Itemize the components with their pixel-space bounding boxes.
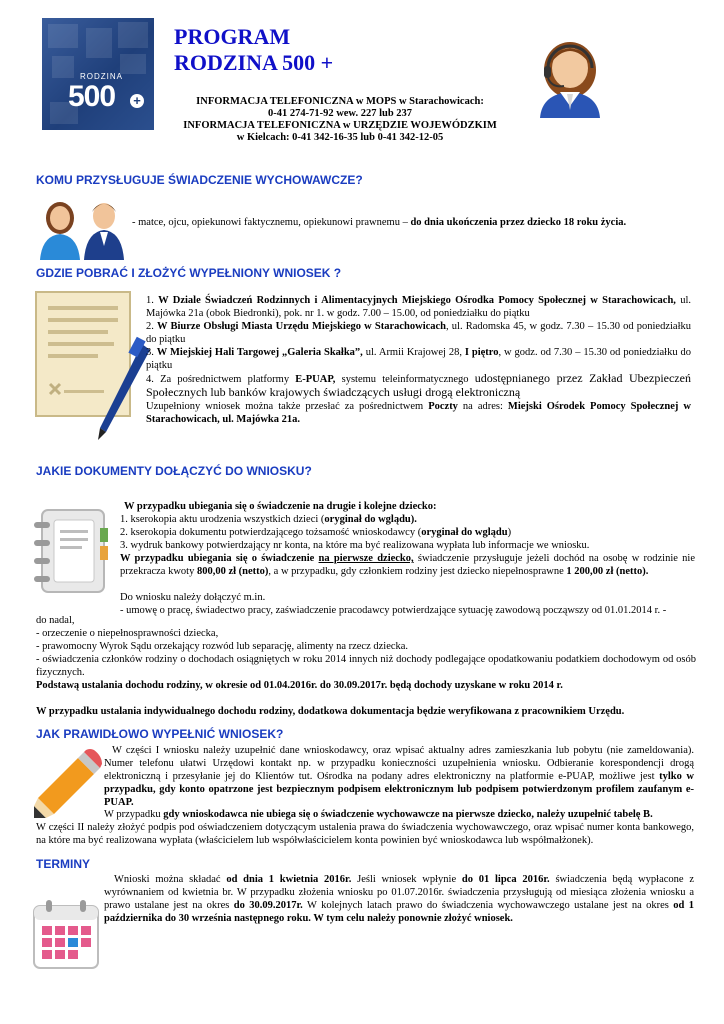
where-item-1-details: ul. Majówka 21a (obok Biedronki), pok. nr 1. w godz. 7.00 – 15.00, od poniedziałku do piątku bbox=[146, 295, 692, 319]
where-post-b: na adres: bbox=[457, 401, 508, 412]
first-child-a: W przypadku ubiegania się o świadczenie bbox=[120, 553, 319, 564]
how-p2-a: W przypadku bbox=[104, 809, 164, 820]
heading-who: KOMU PRZYSŁUGUJE ŚWIADCZENIE WYCHOWAWCZE? bbox=[36, 173, 363, 187]
logo-plus: + bbox=[130, 94, 144, 108]
first-child-c: świadczenie przysługuje jeżeli dochód na osobę w rodzinie nie przekracza kwoty bbox=[120, 553, 695, 577]
first-child-info bbox=[120, 552, 695, 578]
doc-item-2 bbox=[120, 526, 695, 539]
doc-item-2-b: ) bbox=[507, 527, 512, 538]
income-limit-2: 1 200,00 zł (netto). bbox=[566, 566, 649, 577]
call-center-agent-icon bbox=[530, 34, 610, 118]
calendar-icon bbox=[32, 898, 102, 970]
attach-item-1b: do nadal, bbox=[36, 615, 75, 626]
logo-text: RODZINA bbox=[80, 72, 123, 81]
where-item-4 bbox=[146, 372, 691, 400]
where-item-2 bbox=[146, 320, 691, 346]
doc-item-2-a: 2. kserokopia dokumentu potwierdzającego tożsamość wnioskodawcy ( bbox=[120, 527, 422, 538]
program-logo bbox=[42, 18, 154, 130]
attach-item-2: - orzeczenie o niepełnosprawności dziecka, bbox=[36, 628, 219, 639]
where-post-poczta: Poczty bbox=[428, 401, 458, 412]
heading-how-to-fill: JAK PRAWIDŁOWO WYPEŁNIĆ WNIOSEK? bbox=[36, 727, 284, 741]
deadline-a: Wnioski można składać bbox=[114, 874, 227, 885]
income-limit-1: 800,00 zł (netto) bbox=[196, 566, 269, 577]
logo-number: 500 bbox=[68, 80, 116, 113]
documents-block-2 bbox=[36, 614, 696, 718]
how-p1-top bbox=[104, 744, 694, 809]
first-child-d: , a w przypadku, gdy członkiem rodziny jest dziecko niepełnosprawne bbox=[268, 566, 567, 577]
how-p3: W części II należy złożyć podpis pod oświadczeniem dotyczącym ustalenia prawa do świadczenia wychowawczego, oraz wpisać numer konta bankowego, na które ma być realizowana wypłata (właścicielem lub współwłaścicielem konta powinien być wnioskodawca lub współmałżonek). bbox=[36, 822, 694, 846]
doc-item-1-b: kopia aktu urodzenia wszystkich dzieci ( bbox=[153, 514, 325, 525]
where-item-4-epuap: E-PUAP, bbox=[295, 374, 336, 385]
deadline-end-date: do 30.09.2017r. bbox=[233, 900, 303, 911]
doc-item-3: 3. wydruk bankowy potwierdzający nr konta, na które ma być realizowana wypłata lub informacje we wniosku. bbox=[120, 540, 590, 551]
where-item-3-details: , w godz. od 7.30 – 15.30 od poniedziałku do piątku bbox=[146, 347, 691, 371]
who-text bbox=[132, 216, 692, 229]
title-line-1: PROGRAM bbox=[174, 24, 291, 49]
doc-item-2-original: oryginał do wglądu bbox=[421, 527, 508, 538]
heading-where: GDZIE POBRAĆ I ZŁOŻYĆ WYPEŁNIONY WNIOSEK ? bbox=[36, 266, 342, 280]
title-line-2: RODZINA 500 + bbox=[174, 50, 334, 75]
info-line-3: INFORMACJA TELEFONICZNA w URZĘDZIE WOJEWÓDZKIM bbox=[183, 120, 497, 131]
deadline-g: W kolejnych latach prawo do świadczenia wychowawczego ustalane jest na okres bbox=[302, 900, 674, 911]
where-item-2-num: 2. bbox=[146, 321, 158, 332]
attach-item-3: - prawomocny Wyrok Sądu orzekający rozwód lub separację, alimenty na rzecz dziecka. bbox=[36, 641, 409, 652]
attach-intro: Do wniosku należy dołączyć m.in. bbox=[120, 592, 266, 603]
how-p1-bold: tylko w przypadku, gdy konto opatrzone jest bezpiecznym podpisem elektronicznym lub podpisem potwierdzonym profilem zaufanym e-PUAP. bbox=[104, 771, 695, 808]
where-item-3-address: ul. Armii Krajowej 28, bbox=[362, 347, 465, 358]
where-post bbox=[146, 400, 691, 426]
how-p2-bold: gdy wnioskodawca nie ubiega się o świadczenie wychowawcze na pierwsze dziecko, należy uzupełnić tabelę B. bbox=[163, 809, 653, 820]
page-title bbox=[174, 24, 333, 76]
where-post-address: Miejski Ośrodek Pomocy Społecznej w Starachowicach, ul. Majówka 21a. bbox=[146, 401, 692, 425]
where-item-1-place: W Dziale Świadczeń Rodzinnych i Alimentacyjnych Miejskiego Ośrodka Pomocy Społecznej w Starachowicach, bbox=[158, 295, 676, 306]
info-line-2: 0-41 274-71-92 wew. 227 lub 237 bbox=[267, 108, 413, 119]
deadlines-text bbox=[104, 873, 694, 925]
where-item-1-num: 1. bbox=[146, 295, 159, 306]
where-item-3-floor: I piętro bbox=[464, 347, 499, 358]
heading-documents: JAKIE DOKUMENTY DOŁĄCZYĆ DO WNIOSKU? bbox=[36, 464, 312, 478]
first-child-b: na pierwsze dziecko, bbox=[318, 553, 414, 564]
info-line-1: INFORMACJA TELEFONICZNA w MOPS w Starachowicach: bbox=[196, 96, 484, 107]
doc-item-1-original: oryginał do wglądu). bbox=[324, 514, 417, 525]
document-pen-icon bbox=[34, 290, 154, 440]
where-item-4-a: 4. Za pośrednictwem platformy bbox=[146, 374, 296, 385]
where-item-2-details: , ul. Radomska 45, w godz. 7.30 – 15.30 od poniedziałku do piątku bbox=[146, 321, 691, 345]
where-post-a: Uzupełniony wniosek można także przesłać za pośrednictwem bbox=[146, 401, 429, 412]
where-item-1 bbox=[146, 294, 691, 320]
phone-info bbox=[172, 96, 508, 144]
info-line-4: w Kielcach: 0-41 342-16-35 lub 0-41 342-12-05 bbox=[236, 132, 444, 143]
where-item-3-place: W Miejskiej Hali Targowej „Galeria Skałka”, bbox=[156, 347, 363, 358]
how-p1-text: W części I wniosku należy uzupełnić dane wnioskodawcy, oraz wpisać aktualny adres zamieszkania lub pobytu (nie zameldowania). Numer telefonu ułatwi Urzędowi kontakt np. w przypadku konieczności uzupełnienia wniosku. Odbieranie korespondencji drogą elektroniczną i przesyłanie jej do Klientów tut. Ośrodka na podany adres elektroniczny na platformie e-PUAP, możliwe jest bbox=[104, 745, 694, 782]
attach-item-4: - oświadczenia członków rodziny o dochodach osiągniętych w roku 2014 innych niż dochody podlegające opodatkowaniu podatkiem dochodowym od osób fizycznych. bbox=[36, 654, 696, 678]
heading-deadlines: TERMINY bbox=[36, 857, 90, 871]
where-item-3 bbox=[146, 346, 691, 372]
attach-item-1a: - umowę o pracę, świadectwo pracy, zaświadczenie pracodawcy potwierdzające sytuację zawodową począwszy od 01.01.2014 r. - bbox=[120, 605, 667, 616]
how-p2 bbox=[104, 808, 694, 821]
where-item-2-place: W Biurze Obsługi Miasta Urzędu Miejskiego w Starachowicach bbox=[157, 321, 447, 332]
documents-intro: W przypadku ubiegania się o świadczenie na drugie i kolejne dziecko: bbox=[124, 501, 437, 512]
where-item-4-c: udostępnianego przez Zakład Ubezpieczeń Społecznych lub banków krajowych świadczących usługi drogą elektroniczną bbox=[146, 371, 691, 399]
notebook-icon bbox=[34, 508, 112, 594]
who-text-a: - matce, ojcu, opiekunowi faktycznemu, opiekunowi prawnemu – bbox=[132, 217, 411, 228]
doc-item-1 bbox=[120, 513, 695, 526]
deadline-c: Jeśli wniosek wpłynie bbox=[351, 874, 462, 885]
parents-icon bbox=[36, 196, 130, 260]
individual-income: W przypadku ustalania indywidualnego dochodu rodziny, dodatkowa dokumentacja będzie weryfikowana z pracownikiem Urzędu. bbox=[36, 706, 625, 717]
who-text-b: do dnia ukończenia przez dziecko 18 roku życia. bbox=[410, 217, 627, 228]
deadline-start-date: od dnia 1 kwietnia 2016r. bbox=[226, 874, 352, 885]
doc-item-1-a: 1. ksero bbox=[120, 514, 154, 525]
deadline-e: świadczenia będą wypłacone z wyrównaniem od kwietnia br. W przypadku złożenia wniosku po 01.07.2016r. świadczenia przysługują od miesiąca złożenia wniosku a prawo ustalane jest na okres bbox=[104, 874, 694, 911]
deadline-period: od 1 października do 30 września następnego roku. W tym celu należy ponownie złożyć wniosek. bbox=[104, 900, 694, 924]
where-list bbox=[146, 294, 691, 426]
income-basis: Podstawą ustalania dochodu rodziny, w okresie od 01.04.2016r. do 30.09.2017r. będą dochody uzyskane w roku 2014 r. bbox=[36, 680, 563, 691]
where-item-3-num: 3. bbox=[146, 347, 157, 358]
where-item-4-b: systemu teleinformatycznego bbox=[335, 374, 475, 385]
deadline-july-date: do 01 lipca 2016r. bbox=[461, 874, 550, 885]
documents-block bbox=[120, 500, 695, 617]
pencil-icon bbox=[32, 748, 102, 820]
